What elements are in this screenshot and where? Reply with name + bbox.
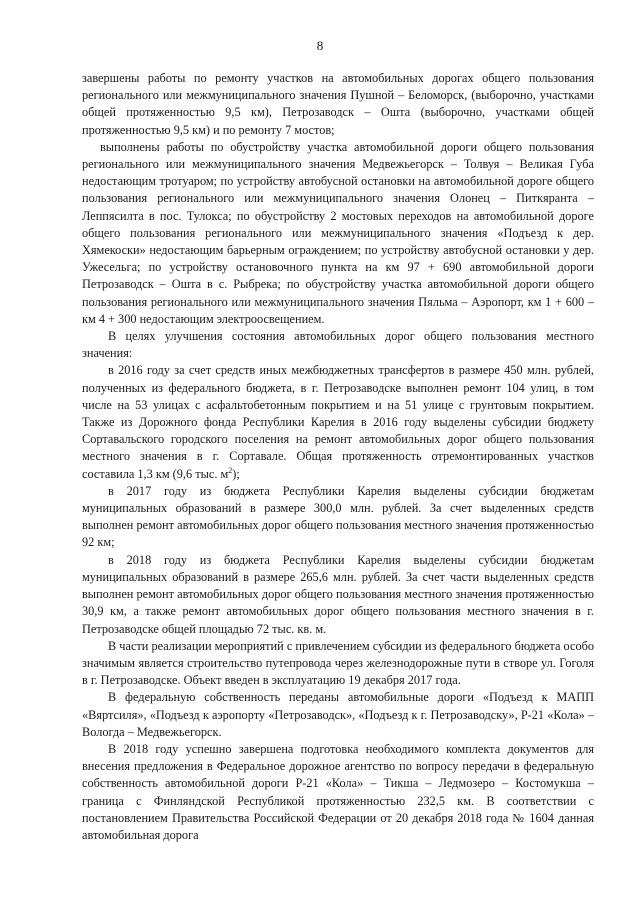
paragraph-3: В целях улучшения состояния автомобильных дорог общего пользования местного значения: [82,329,594,361]
superscript-2: 2 [228,465,233,475]
paragraph-2: выполнены работы по обустройству участка автомобильной дороги общего пользования регионального или межмуниципального значения Медвежьегорск – Толвуя – Великая Губа недостающим тротуаром; по устройству автобусной остановки на автомобильной дороге общего пользования регионального или межмуниципального значения Олонец – Питкяранта – Леппясилта в пос. Тулокса; по обустройству 2 мостовых переходов на автомобильной дороге общего пользования регионального или межмуниципального значения «Подъезд к дер. Хямекоски» недостающим барьерным ограждением; по устройству автобусной остановки у дер. Ужесельга; по устройству остановочного пункта на км 97 + 690 автомобильной дороги Петрозаводск – Ошта в с. Рыбрека; по обустройству участка автомобильной дороги общего пользования регионального или межмуниципального значения Пяльма – Аэропорт, км 1 + 600 – км 4 + 300 недостающим электроосвещением. [82,139,594,326]
paragraph-1: завершены работы по ремонту участков на автомобильных дорогах общего пользования регионального или межмуниципального значения Пушной – Беломорск, (выборочно, участками общей протяженностью 9,5 км), Петрозаводск – Ошта (выборочно, участками общей протяженностью 9,5 км) и по ремонту 7 мостов; [82,71,594,137]
body-text [82,70,594,844]
paragraph-4-tail: ); [232,466,240,481]
paragraph-8: В федеральную собственность переданы автомобильные дороги «Подъезд к МАПП «Вяртсиля», «Подъезд к аэропорту «Петрозаводск», «Подъезд к г. Петрозаводску», Р-21 «Кола» – Вологда – Медвежьегорск. [82,690,594,739]
paragraph-9: В 2018 году успешно завершена подготовка необходимого комплекта документов для внесения предложения в Федеральное дорожное агентство по вопросу передачи в федеральную собственность автомобильной дороги Р-21 «Кола» – Тикша – Ледмозеро – Костомукша – граница с Финляндской Республикой протяженностью 232,5 км. В соответствии с постановлением Правительства Российской Федерации от 20 декабря 2018 года № 1604 данная автомобильная дорога [82,741,594,842]
paragraph-7: В части реализации мероприятий с привлечением субсидии из федерального бюджета особо значимым является строительство путепровода через железнодорожные пути в створе ул. Гоголя в г. Петрозаводске. Объект введен в эксплуатацию 19 декабря 2017 года. [82,638,594,688]
paragraph-4-text: в 2016 году за счет средств иных межбюджетных трансфертов в размере 450 млн. рублей, полученных из федерального бюджета, в г. Петрозаводске выполнен ремонт 104 улиц, в том числе на 53 улицах с асфальтобетонным покрытием и на 51 улице с грунтовым покрытием. Также из Дорожного фонда Республики Карелия в 2016 году выделены субсидии бюджету Сортавальского городского поселения на ремонт автомобильных дорог общего пользования местного значения в г. Сортавале. Общая протяженность отремонтированных участков составила 1,3 км (9,6 тыс. м [82,363,594,481]
paragraph-5: в 2017 году из бюджета Республики Карелия выделены субсидии бюджетам муниципальных образований в размере 300,0 млн. рублей. За счет выделенных средств выполнен ремонт автомобильных дорог общего пользования местного значения протяженностью 92 км; [82,483,594,550]
paragraph-4 [82,362,594,482]
paragraph-6: в 2018 году из бюджета Республики Карелия выделены субсидии бюджетам муниципальных образований в размере 265,6 млн. рублей. За счет части выделенных средств выполнен ремонт автомобильных дорог общего пользования местного значения протяженностью 30,9 км, а также ремонт автомобильных дорог общего пользования местного значения в г. Петрозаводске общей площадью 72 тыс. кв. м. [82,552,594,636]
page-number: 8 [316,38,324,53]
